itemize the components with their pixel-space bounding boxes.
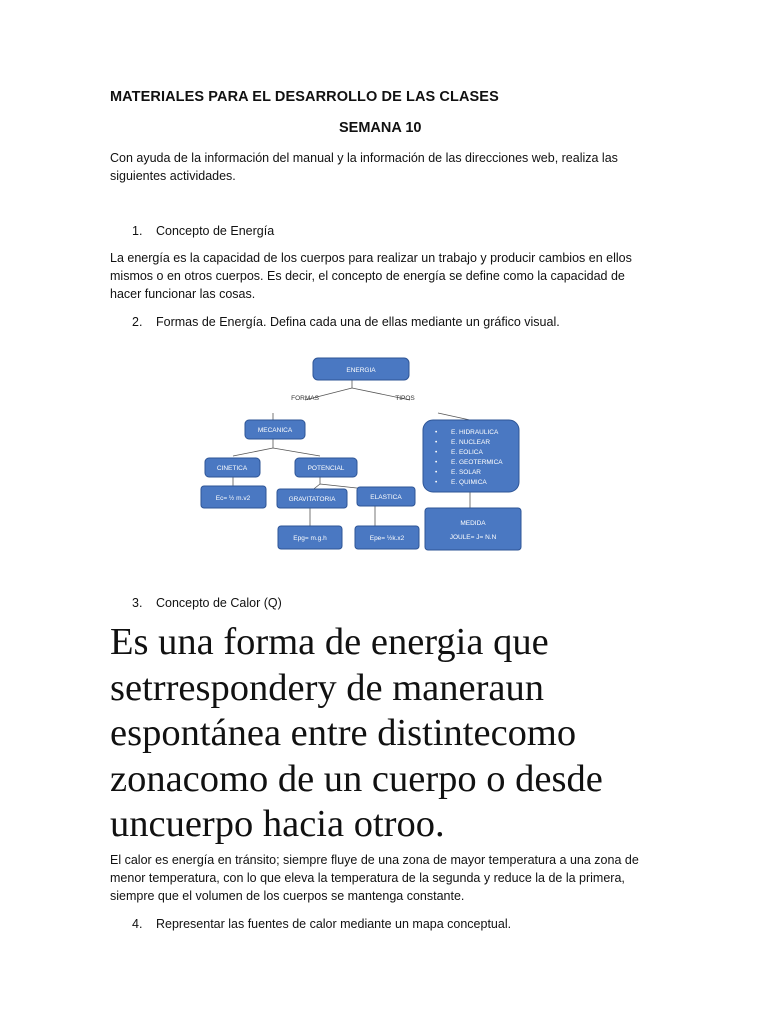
paragraph-line: mismos o en otros cuerpos. Es decir, el concepto de energía se define como la capacidad de — [110, 269, 625, 283]
list-item-text: Formas de Energía. Defina cada una de ellas mediante un gráfico visual. — [156, 315, 560, 329]
energy-concept-diagram — [195, 350, 535, 560]
epg-formula-label: Epg= m.g.h — [293, 535, 327, 542]
list-item-number: 3. — [132, 596, 143, 610]
list-bullet: • — [435, 439, 438, 446]
potencial-label: POTENCIAL — [307, 465, 345, 472]
tipos-list-item: E. GEOTERMICA — [451, 459, 503, 466]
large-text-line: zonacomo de un cuerpo o desde — [110, 757, 603, 800]
list-item-number: 4. — [132, 917, 143, 931]
medida-unit: JOULE= J= N.N — [449, 534, 497, 541]
list-bullet: • — [435, 469, 438, 476]
gravitatoria-label: GRAVITATORIA — [288, 496, 336, 503]
tipos-label: TIPOS — [395, 395, 415, 402]
list-item — [132, 313, 560, 331]
cinetica-label: CINETICA — [216, 465, 248, 472]
list-item-number: 2. — [132, 315, 143, 329]
intro-line: Con ayuda de la información del manual y la información de las direcciones web, realiza las — [110, 151, 618, 165]
list-item — [132, 915, 511, 933]
tipos-list-item: E. HIDRAULICA — [451, 429, 499, 436]
paragraph-line: El calor es energía en tránsito; siempre fluye de una zona de mayor temperatura a una zona de — [110, 853, 639, 867]
epe-formula-label: Epe= ½k.x2 — [369, 535, 405, 542]
list-item — [132, 222, 274, 240]
intro-paragraph — [110, 149, 670, 185]
list-item-text: Concepto de Calor (Q) — [156, 596, 282, 610]
paragraph-line: menor temperatura, con lo que eleva la temperatura de la segunda y reduce la de la primera, — [110, 871, 625, 885]
formas-label: FORMAS — [291, 395, 319, 402]
large-text-line: espontánea entre distintecomo — [110, 712, 577, 754]
tipos-list-item: E. QUIMICA — [451, 479, 487, 486]
list-bullet: • — [435, 449, 438, 456]
paragraph-line: siempre que el volumen de los cuerpos se mantenga constante. — [110, 889, 465, 903]
energia-label: ENERGIA — [346, 367, 376, 374]
diagram-svg — [195, 350, 535, 560]
elastica-label: ELASTICA — [370, 494, 402, 501]
list-item-number: 1. — [132, 224, 143, 238]
intro-line: siguientes actividades. — [110, 169, 236, 183]
mecanica-label: MECANICA — [257, 427, 293, 434]
ec-formula-label: Ec= ½ m.v2 — [215, 495, 251, 502]
large-text-line: setrrespondery de maneraun — [110, 666, 545, 709]
document-title: MATERIALES PARA EL DESARROLLO DE LAS CLASES — [110, 89, 499, 105]
tipos-list-item: E. EOLICA — [451, 449, 483, 456]
paragraph-line: La energía es la capacidad de los cuerpos para realizar un trabajo y producir cambios en ellos — [110, 251, 632, 265]
connector-tipos — [438, 413, 470, 420]
list-bullet: • — [435, 479, 438, 486]
paragraph-line: hacer funcionar las cosas. — [110, 287, 256, 301]
tipos-list-item: E. SOLAR — [451, 469, 481, 476]
list-bullet: • — [435, 459, 438, 466]
large-text-line: uncuerpo hacia otroo. — [110, 803, 445, 845]
calor-large-text — [110, 620, 710, 848]
list-item-text: Concepto de Energía — [156, 224, 275, 238]
document-subtitle: SEMANA 10 — [339, 120, 422, 136]
list-bullet: • — [435, 429, 438, 436]
calor-definition — [110, 851, 670, 905]
connector-mecanica — [233, 439, 320, 456]
medida-box — [425, 508, 521, 550]
list-item — [132, 594, 282, 612]
tipos-list-item: E. NUCLEAR — [451, 439, 491, 446]
medida-title: MEDIDA — [460, 520, 486, 527]
list-item-text: Representar las fuentes de calor mediante un mapa conceptual. — [156, 917, 512, 931]
energia-definition — [110, 249, 670, 303]
large-text-line: Es una forma de energia que — [110, 621, 549, 663]
